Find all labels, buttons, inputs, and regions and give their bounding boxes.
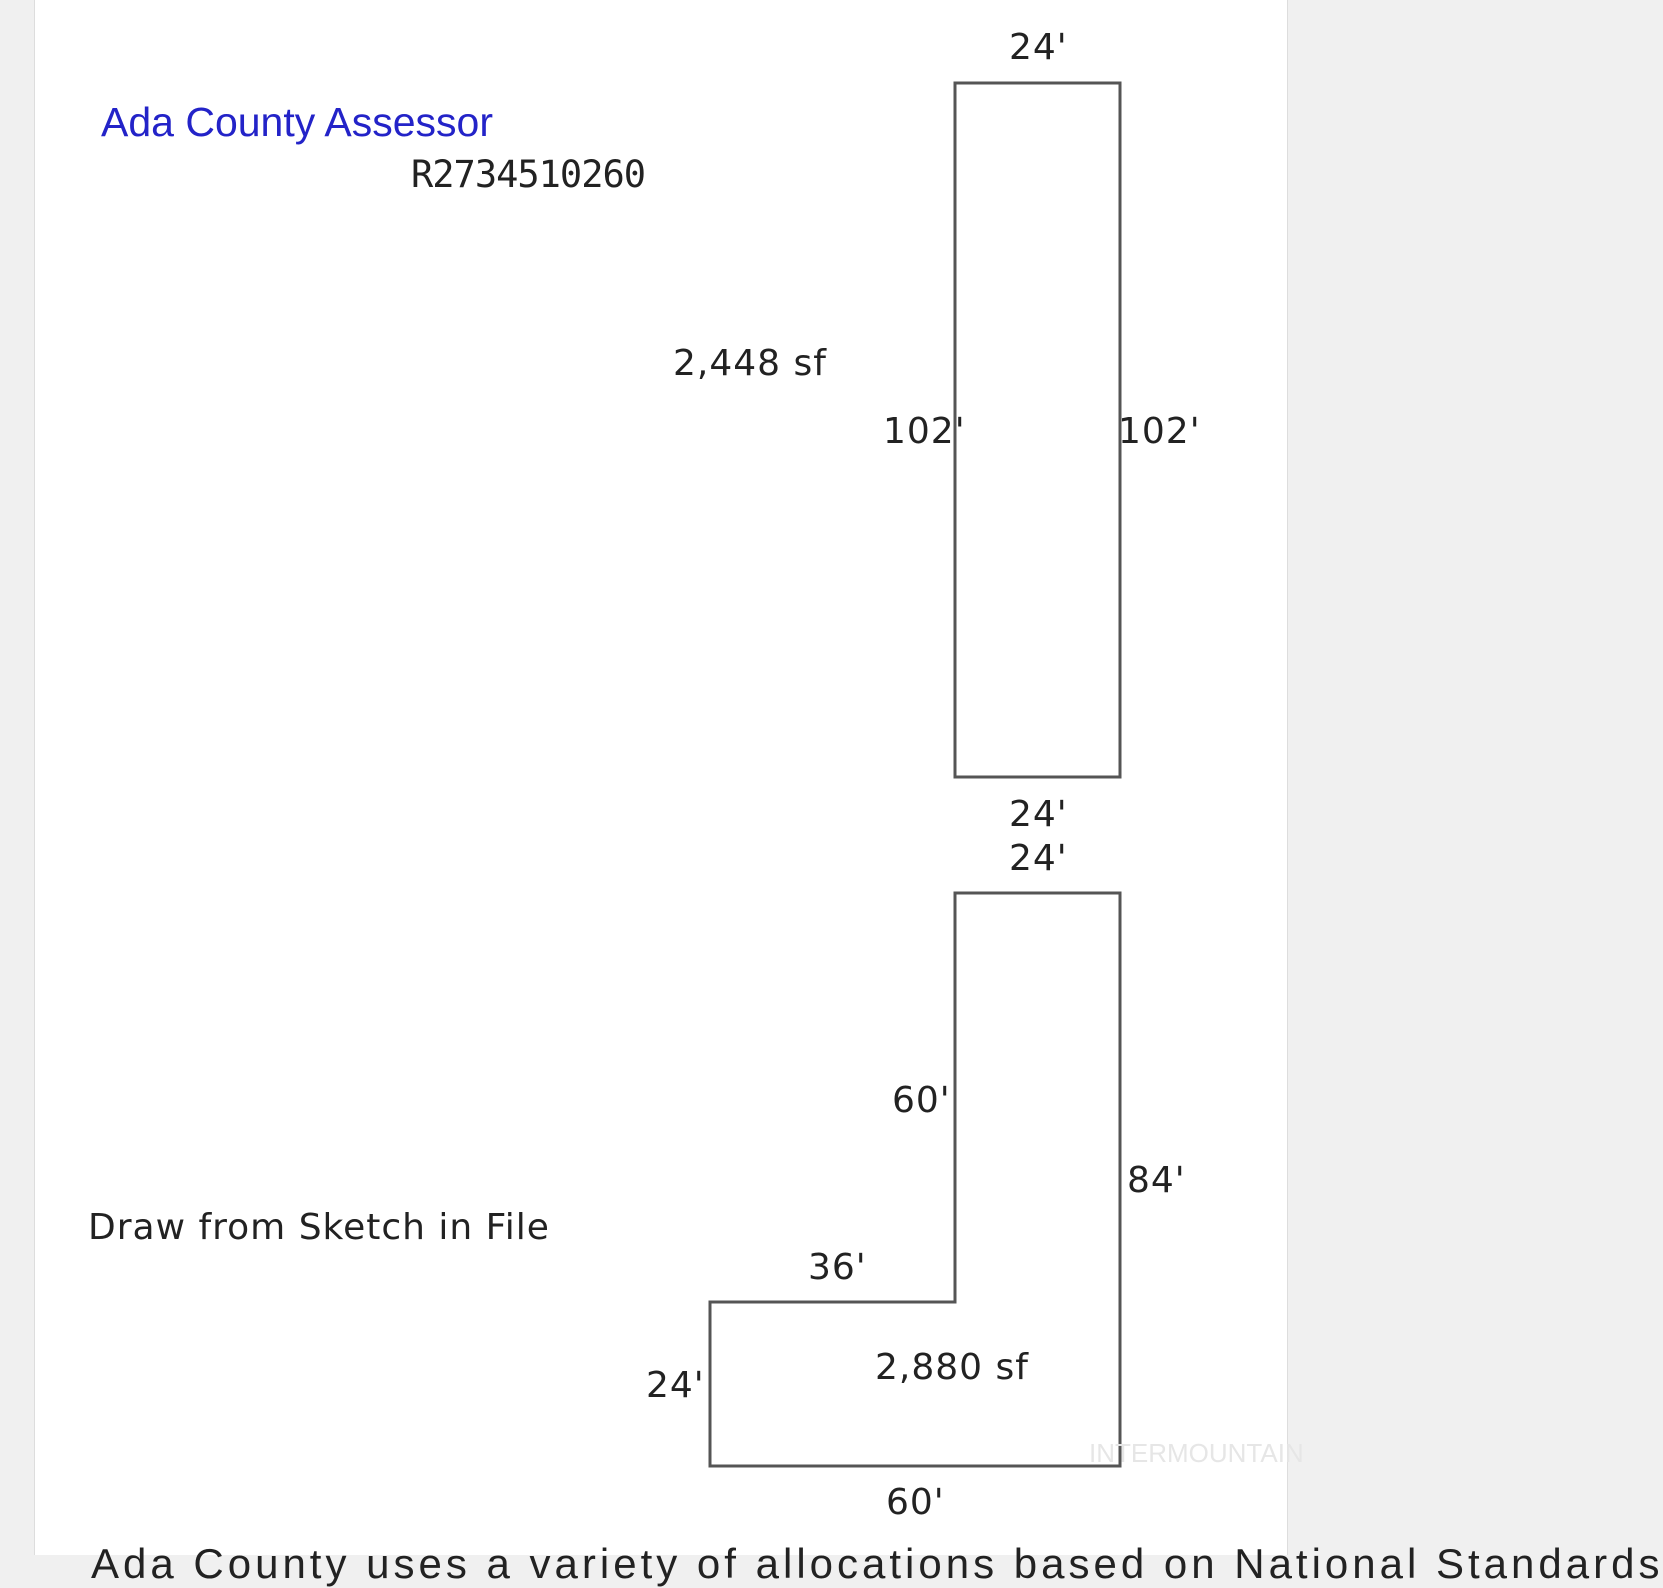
sketch-card — [34, 0, 1663, 1587]
caption-text: Ada County uses a variety of allocations based on National Standards — [91, 1540, 1663, 1587]
floor-plan-sketch — [35, 0, 1287, 1555]
building-1-right-dim: 102' — [1118, 411, 1201, 452]
building-2-bottom-dim: 60' — [886, 1482, 945, 1523]
building-1-bottom-dim: 24' — [1009, 794, 1068, 835]
building-1-area: 2,448 sf — [673, 343, 827, 384]
assessor-title: Ada County Assessor — [101, 99, 493, 145]
building-2-right-dim: 84' — [1127, 1160, 1186, 1201]
sketch-note: Draw from Sketch in File — [88, 1207, 550, 1248]
building-2-inner-horizontal-dim: 36' — [808, 1247, 867, 1288]
parcel-id: R2734510260 — [411, 153, 646, 196]
building-2-area: 2,880 sf — [875, 1347, 1029, 1388]
watermark: INTERMOUNTAIN — [1089, 1438, 1304, 1468]
building-2-top-dim: 24' — [1009, 838, 1068, 879]
building-2-left-dim: 24' — [646, 1365, 705, 1406]
building-1-top-dim: 24' — [1009, 27, 1068, 68]
building-1-left-dim: 102' — [883, 411, 966, 452]
building-2-inner-vertical-dim: 60' — [892, 1080, 951, 1121]
building-1-outline — [955, 83, 1120, 777]
